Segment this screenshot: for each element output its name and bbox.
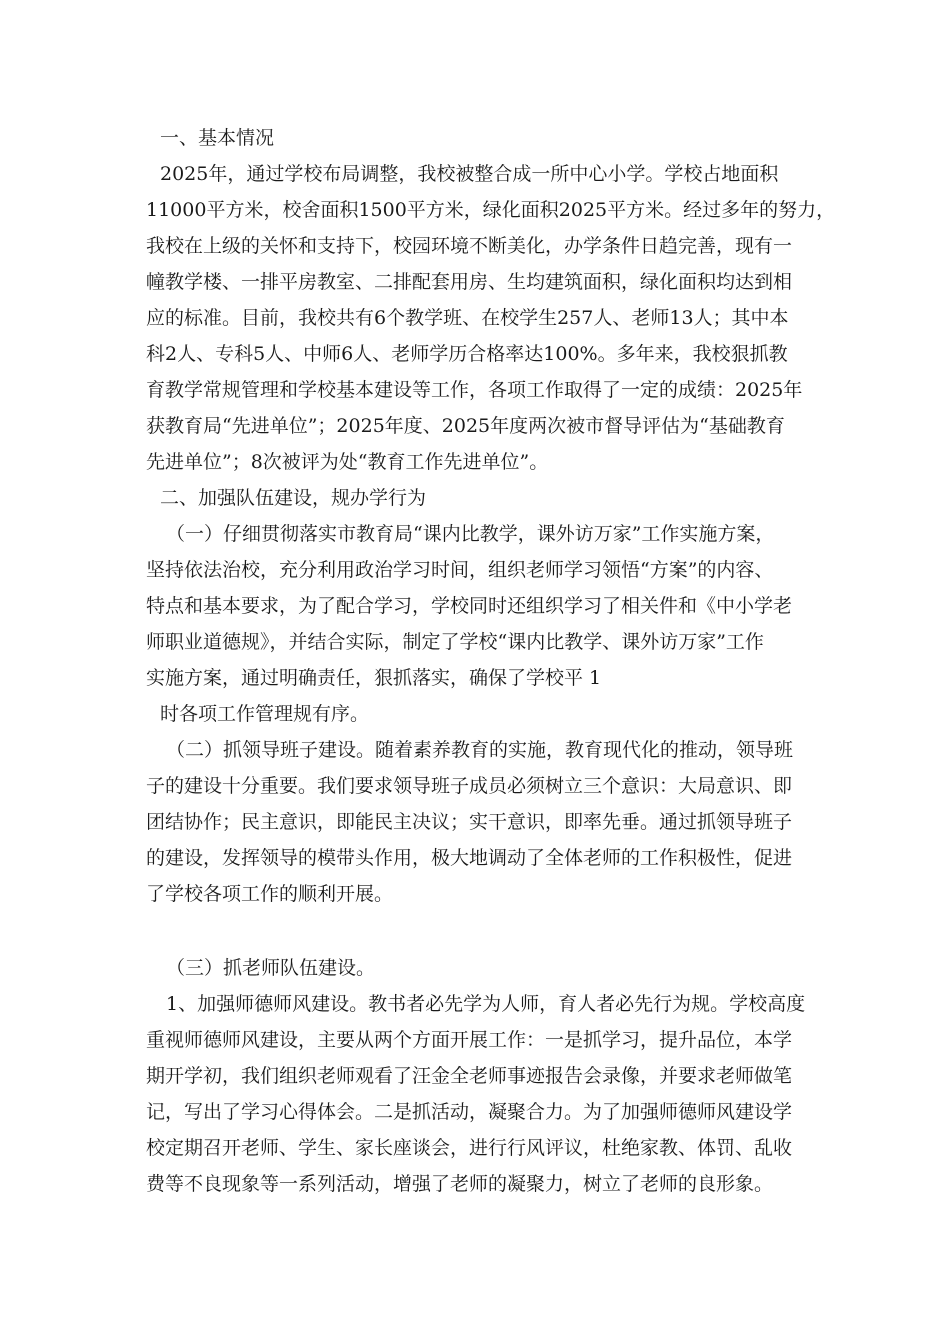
paragraph-line: 了学校各项工作的顺利开展。 (146, 883, 394, 905)
paragraph-line: 时各项工作管理规有序。 (160, 703, 370, 725)
paragraph-line: 1、加强师德师风建设。教书者必先学为人师，育人者必先行为规。学校高度 (166, 993, 806, 1015)
paragraph-line: 团结协作；民主意识，即能民主决议；实干意识，即率先垂。通过抓领导班子 (146, 811, 793, 833)
paragraph-line: 校定期召开老师、学生、家长座谈会，进行行风评议，杜绝家教、体罚、乱收 (146, 1137, 793, 1159)
paragraph-line: 特点和基本要求，为了配合学习，学校同时还组织学习了相关件和《中小学老 (146, 595, 793, 617)
paragraph-line: 重视师德师风建设，主要从两个方面开展工作：一是抓学习，提升品位，本学 (146, 1029, 793, 1051)
paragraph-line: 期开学初，我们组织老师观看了汪金全老师事迹报告会录像，并要求老师做笔 (146, 1065, 793, 1087)
paragraph-line: 费等不良现象等一系列活动，增强了老师的凝聚力，树立了老师的良形象。 (146, 1173, 774, 1195)
paragraph-line: 先进单位”；8次被评为处“教育工作先进单位”。 (146, 451, 549, 473)
paragraph-line: 师职业道德规》，并结合实际，制定了学校“课内比教学、课外访万家”工作 (146, 631, 764, 653)
paragraph-line: 实施方案，通过明确责任，狠抓落实，确保了学校平 1 (146, 667, 602, 689)
paragraph-line: 应的标准。目前，我校共有6个教学班、在校学生257人、老师13人；其中本 (146, 307, 789, 329)
paragraph-line: 科2人、专科5人、中师6人、老师学历合格率达100%。多年来，我校狠抓教 (146, 343, 788, 365)
paragraph-line: 幢教学楼、一排平房教室、二排配套用房、生均建筑面积，绿化面积均达到相 (146, 271, 793, 293)
paragraph-line: 11000平方米，校舍面积1500平方米，绿化面积2025平方米。经过多年的努力， (146, 199, 836, 221)
heading-team-building: 二、加强队伍建设，规办学行为 (160, 487, 427, 509)
paragraph-line: 子的建设十分重要。我们要求领导班子成员必须树立三个意识：大局意识、即 (146, 775, 793, 797)
paragraph-line: （一）仔细贯彻落实市教育局“课内比教学，课外访万家”工作实施方案， (166, 523, 775, 545)
paragraph-line: 获教育局“先进单位”；2025年度、2025年度两次被市督导评估为“基础教育 (146, 415, 785, 437)
heading-teacher-team: （三）抓老师队伍建设。 (166, 957, 376, 979)
paragraph-line: （二）抓领导班子建设。随着素养教育的实施，教育现代化的推动，领导班 (166, 739, 794, 761)
paragraph-line: 2025年，通过学校布局调整，我校被整合成一所中心小学。学校占地面积 (160, 163, 779, 185)
paragraph-line: 我校在上级的关怀和支持下，校园环境不断美化，办学条件日趋完善，现有一 (146, 235, 793, 257)
paragraph-line: 记，写出了学习心得体会。二是抓活动，凝聚合力。为了加强师德师风建设学 (146, 1101, 793, 1123)
paragraph-line: 坚持依法治校，充分利用政治学习时间，组织老师学习领悟“方案”的内容、 (146, 559, 774, 581)
paragraph-line: 育教学常规管理和学校基本建设等工作，各项工作取得了一定的成绩：2025年 (146, 379, 803, 401)
heading-basic-situation: 一、基本情况 (160, 127, 275, 149)
paragraph-line: 的建设，发挥领导的模带头作用，极大地调动了全体老师的工作积极性，促进 (146, 847, 793, 869)
